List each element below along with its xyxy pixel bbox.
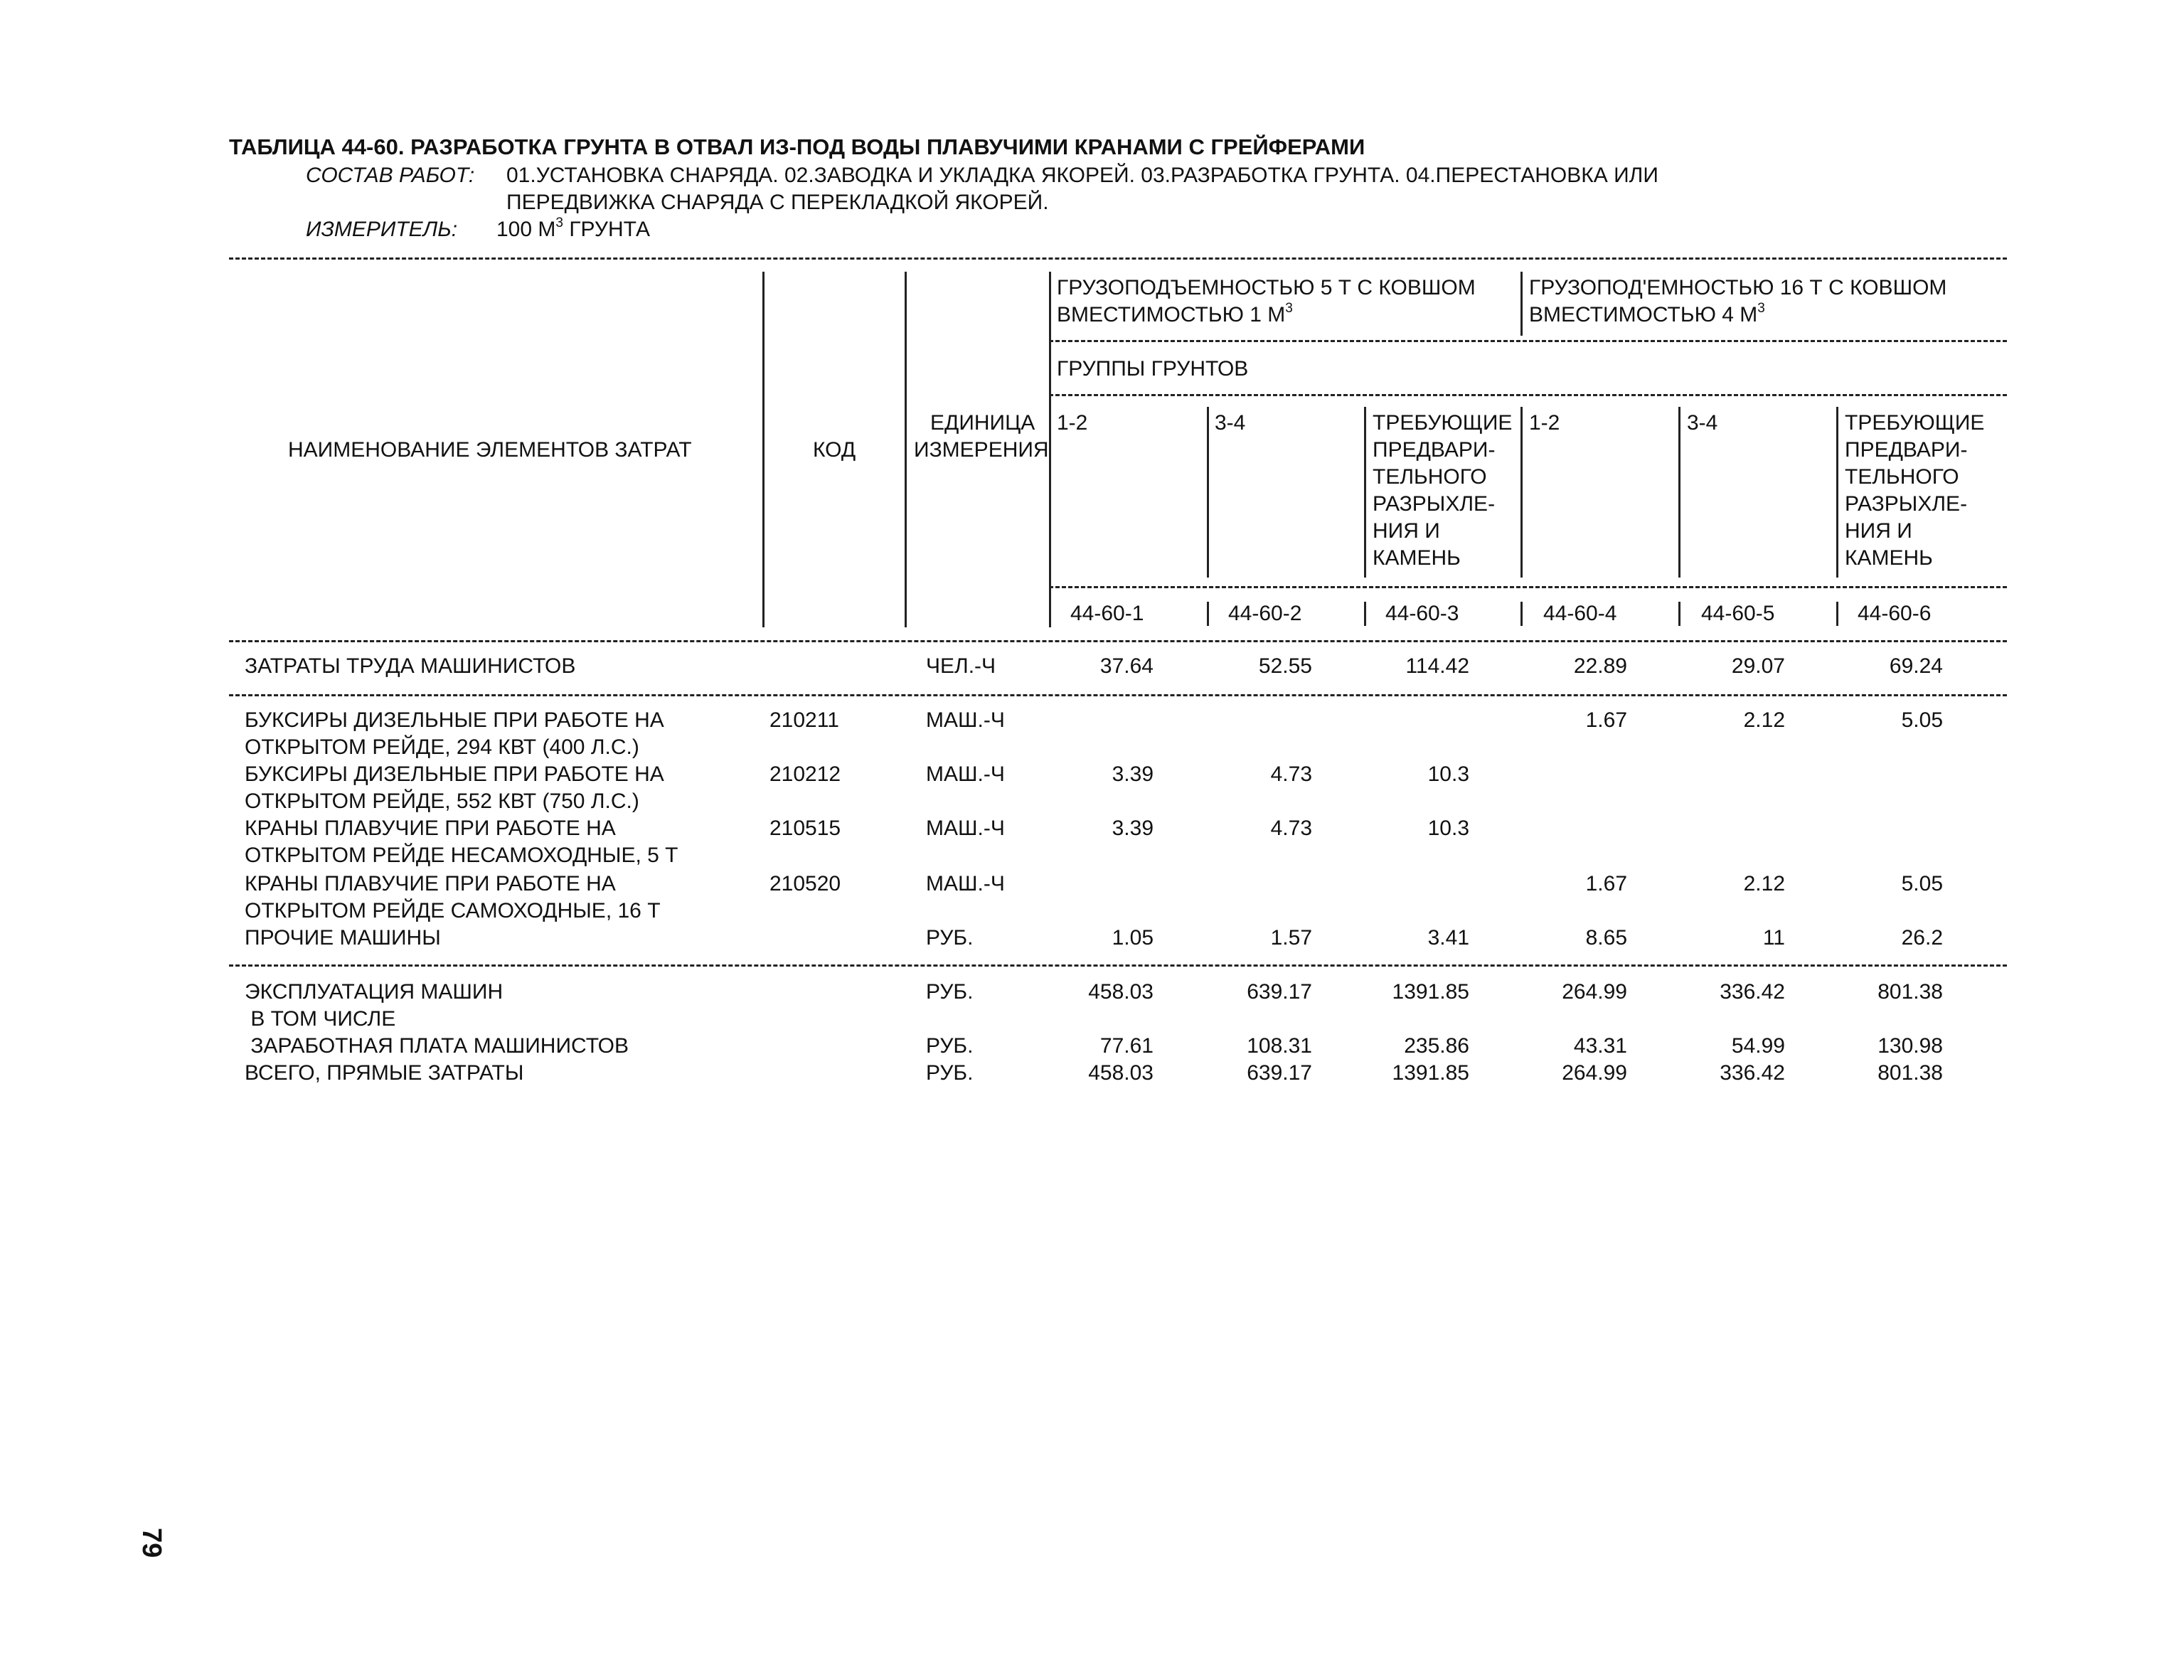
row-value: 69.24: [1889, 654, 1943, 678]
row-name: БУКСИРЫ ДИЗЕЛЬНЫЕ ПРИ РАБОТЕ НА: [245, 708, 664, 732]
sub-a-2: 1-2: [1529, 411, 1560, 435]
soil-groups-label: ГРУППЫ ГРУНТОВ: [1057, 357, 1249, 381]
composition-line-1: 01.УСТАНОВКА СНАРЯДА. 02.ЗАВОДКА И УКЛАДКА ЯКОРЕЙ. 03.РАЗРАБОТКА ГРУНТА. 04.ПЕРЕСТАНОВКА ИЛИ: [506, 164, 1658, 187]
code-col-3: 44-60-3: [1385, 602, 1459, 625]
row-value: 37.64: [1099, 654, 1154, 678]
row-name: ЗАТРАТЫ ТРУДА МАШИНИСТОВ: [245, 654, 576, 678]
row-name: ОТКРЫТОМ РЕЙДЕ НЕСАМОХОДНЫЕ, 5 Т: [245, 844, 678, 867]
sub-a-1: 1-2: [1057, 411, 1088, 435]
row-name: В ТОМ ЧИСЛЕ: [245, 1007, 396, 1031]
rule-labor: [229, 694, 2007, 696]
row-value: 77.61: [1099, 1034, 1154, 1058]
row-name: ВСЕГО, ПРЯМЫЕ ЗАТРАТЫ: [245, 1061, 524, 1085]
row-value: 336.42: [1720, 1061, 1785, 1085]
code-divider-3: [1520, 602, 1523, 626]
col-divider-sub4: [1678, 407, 1680, 578]
composition-label: СОСТАВ РАБОТ:: [306, 164, 475, 187]
row-code: 210520: [769, 872, 841, 895]
code-col-5: 44-60-5: [1701, 602, 1775, 625]
row-unit: РУБ.: [926, 1034, 974, 1058]
row-name: БУКСИРЫ ДИЗЕЛЬНЫЕ ПРИ РАБОТЕ НА: [245, 762, 664, 786]
row-value: 3.39: [1112, 817, 1154, 840]
row-value: 4.73: [1270, 817, 1312, 840]
row-unit: МАШ.-Ч: [926, 817, 1005, 840]
group1-line1: ГРУЗОПОДЪЕМНОСТЬЮ 5 Т С КОВШОМ: [1057, 276, 1476, 299]
row-unit: МАШ.-Ч: [926, 708, 1005, 732]
row-name: ЗАРАБОТНАЯ ПЛАТА МАШИНИСТОВ: [245, 1034, 629, 1058]
col-divider-sub2: [1364, 407, 1366, 578]
row-unit: МАШ.-Ч: [926, 762, 1005, 786]
header-unit-2: ИЗМЕРЕНИЯ: [914, 438, 1049, 462]
row-value: 52.55: [1258, 654, 1312, 678]
col-divider-name: [762, 272, 765, 627]
row-value: 2.12: [1743, 708, 1785, 732]
row-value: 4.73: [1270, 762, 1312, 786]
row-value: 1.05: [1112, 926, 1154, 950]
row-value: 1.67: [1585, 708, 1627, 732]
row-value: 29.07: [1731, 654, 1785, 678]
row-value: 26.2: [1901, 926, 1943, 950]
row-name: КРАНЫ ПЛАВУЧИЕ ПРИ РАБОТЕ НА: [245, 817, 616, 840]
row-value: 22.89: [1573, 654, 1627, 678]
composition-line-2: ПЕРЕДВИЖКА СНАРЯДА С ПЕРЕКЛАДКОЙ ЯКОРЕЙ.: [506, 191, 1049, 214]
table-title: ТАБЛИЦА 44-60. РАЗРАБОТКА ГРУНТА В ОТВАЛ ИЗ-ПОД ВОДЫ ПЛАВУЧИМИ КРАНАМИ С ГРЕЙФЕРАМИ: [229, 134, 1365, 159]
header-name: НАИМЕНОВАНИЕ ЭЛЕМЕНТОВ ЗАТРАТ: [288, 438, 692, 462]
row-value: 458.03: [1088, 980, 1154, 1004]
row-value: 5.05: [1901, 872, 1943, 895]
code-divider-1: [1207, 602, 1209, 626]
sub-c-2: ТРЕБУЮЩИЕ ПРЕДВАРИ- ТЕЛЬНОГО РАЗРЫХЛЕ- НИЯ И КАМЕНЬ: [1845, 411, 1985, 570]
code-col-1: 44-60-1: [1070, 602, 1144, 625]
row-value: 5.05: [1901, 708, 1943, 732]
row-name: ОТКРЫТОМ РЕЙДЕ САМОХОДНЫЕ, 16 Т: [245, 899, 661, 923]
row-value: 1391.85: [1392, 1061, 1469, 1085]
code-col-6: 44-60-6: [1858, 602, 1932, 625]
row-value: 3.39: [1112, 762, 1154, 786]
code-col-2: 44-60-2: [1228, 602, 1302, 625]
group2-line1: ГРУЗОПОД'ЕМНОСТЬЮ 16 Т С КОВШОМ: [1529, 276, 1947, 299]
rule-soil: [1049, 394, 2007, 396]
row-value: 639.17: [1247, 980, 1312, 1004]
sub-c-1: ТРЕБУЮЩИЕ ПРЕДВАРИ- ТЕЛЬНОГО РАЗРЫХЛЕ- НИЯ И КАМЕНЬ: [1373, 411, 1513, 570]
row-value: 3.41: [1427, 926, 1469, 950]
rule-header-bottom: [229, 640, 2007, 642]
row-value: 114.42: [1405, 654, 1469, 678]
code-col-4: 44-60-4: [1543, 602, 1617, 625]
row-name: КРАНЫ ПЛАВУЧИЕ ПРИ РАБОТЕ НА: [245, 872, 616, 895]
row-value: 1391.85: [1392, 980, 1469, 1004]
row-value: 2.12: [1743, 872, 1785, 895]
row-name: ОТКРЫТОМ РЕЙДЕ, 552 КВТ (750 Л.С.): [245, 790, 639, 813]
row-value: 8.65: [1585, 926, 1627, 950]
row-value: 108.31: [1247, 1034, 1312, 1058]
header-code: КОД: [813, 438, 856, 462]
code-divider-4: [1678, 602, 1680, 626]
row-value: 458.03: [1088, 1061, 1154, 1085]
row-value: 130.98: [1877, 1034, 1943, 1058]
row-code: 210211: [769, 708, 839, 732]
col-divider-group: [1520, 272, 1523, 336]
row-value: 43.31: [1573, 1034, 1627, 1058]
meter-label: ИЗМЕРИТЕЛЬ:: [306, 218, 458, 241]
sub-b-1: 3-4: [1215, 411, 1246, 435]
row-name: ПРОЧИЕ МАШИНЫ: [245, 926, 441, 950]
row-code: 210515: [769, 817, 841, 840]
row-unit: РУБ.: [926, 980, 974, 1004]
row-value: 264.99: [1562, 1061, 1627, 1085]
row-value: 11: [1762, 926, 1785, 950]
row-unit: ЧЕЛ.-Ч: [926, 654, 996, 678]
rule-top: [229, 257, 2007, 260]
row-unit: РУБ.: [926, 1061, 974, 1085]
row-value: 801.38: [1877, 1061, 1943, 1085]
row-unit: МАШ.-Ч: [926, 872, 1005, 895]
page-number: 79: [137, 1528, 166, 1558]
group2-line2: ВМЕСТИМОСТЬЮ 4 $М^3$: [1529, 301, 1765, 326]
col-divider-sub5: [1836, 407, 1838, 578]
rule-codes: [1049, 586, 2007, 588]
row-value: 639.17: [1247, 1061, 1312, 1085]
row-value: 1.67: [1585, 872, 1627, 895]
row-value: 1.57: [1270, 926, 1312, 950]
rule-machines: [229, 964, 2007, 967]
group1-line2: ВМЕСТИМОСТЬЮ 1 $М^3$: [1057, 301, 1293, 326]
row-value: 10.3: [1427, 762, 1469, 786]
col-divider-unit: [1049, 272, 1051, 627]
col-divider-sub3: [1520, 407, 1523, 578]
col-divider-sub1: [1207, 407, 1209, 578]
row-value: 801.38: [1877, 980, 1943, 1004]
row-name: ЭКСПЛУАТАЦИЯ МАШИН: [245, 980, 504, 1004]
row-value: 336.42: [1720, 980, 1785, 1004]
row-value: 264.99: [1562, 980, 1627, 1004]
rule-group: [1049, 340, 2007, 342]
code-divider-5: [1836, 602, 1838, 626]
row-unit: РУБ.: [926, 926, 974, 950]
row-value: 10.3: [1427, 817, 1469, 840]
header-unit-1: ЕДИНИЦА: [930, 411, 1035, 435]
row-code: 210212: [769, 762, 841, 786]
row-value: 235.86: [1404, 1034, 1469, 1058]
sub-b-2: 3-4: [1687, 411, 1718, 435]
row-name: ОТКРЫТОМ РЕЙДЕ, 294 КВТ (400 Л.С.): [245, 735, 639, 759]
col-divider-code: [905, 272, 907, 627]
meter-value: 100 $М^3$ ГРУНТА: [496, 216, 650, 241]
code-divider-2: [1364, 602, 1366, 626]
row-value: 54.99: [1731, 1034, 1785, 1058]
